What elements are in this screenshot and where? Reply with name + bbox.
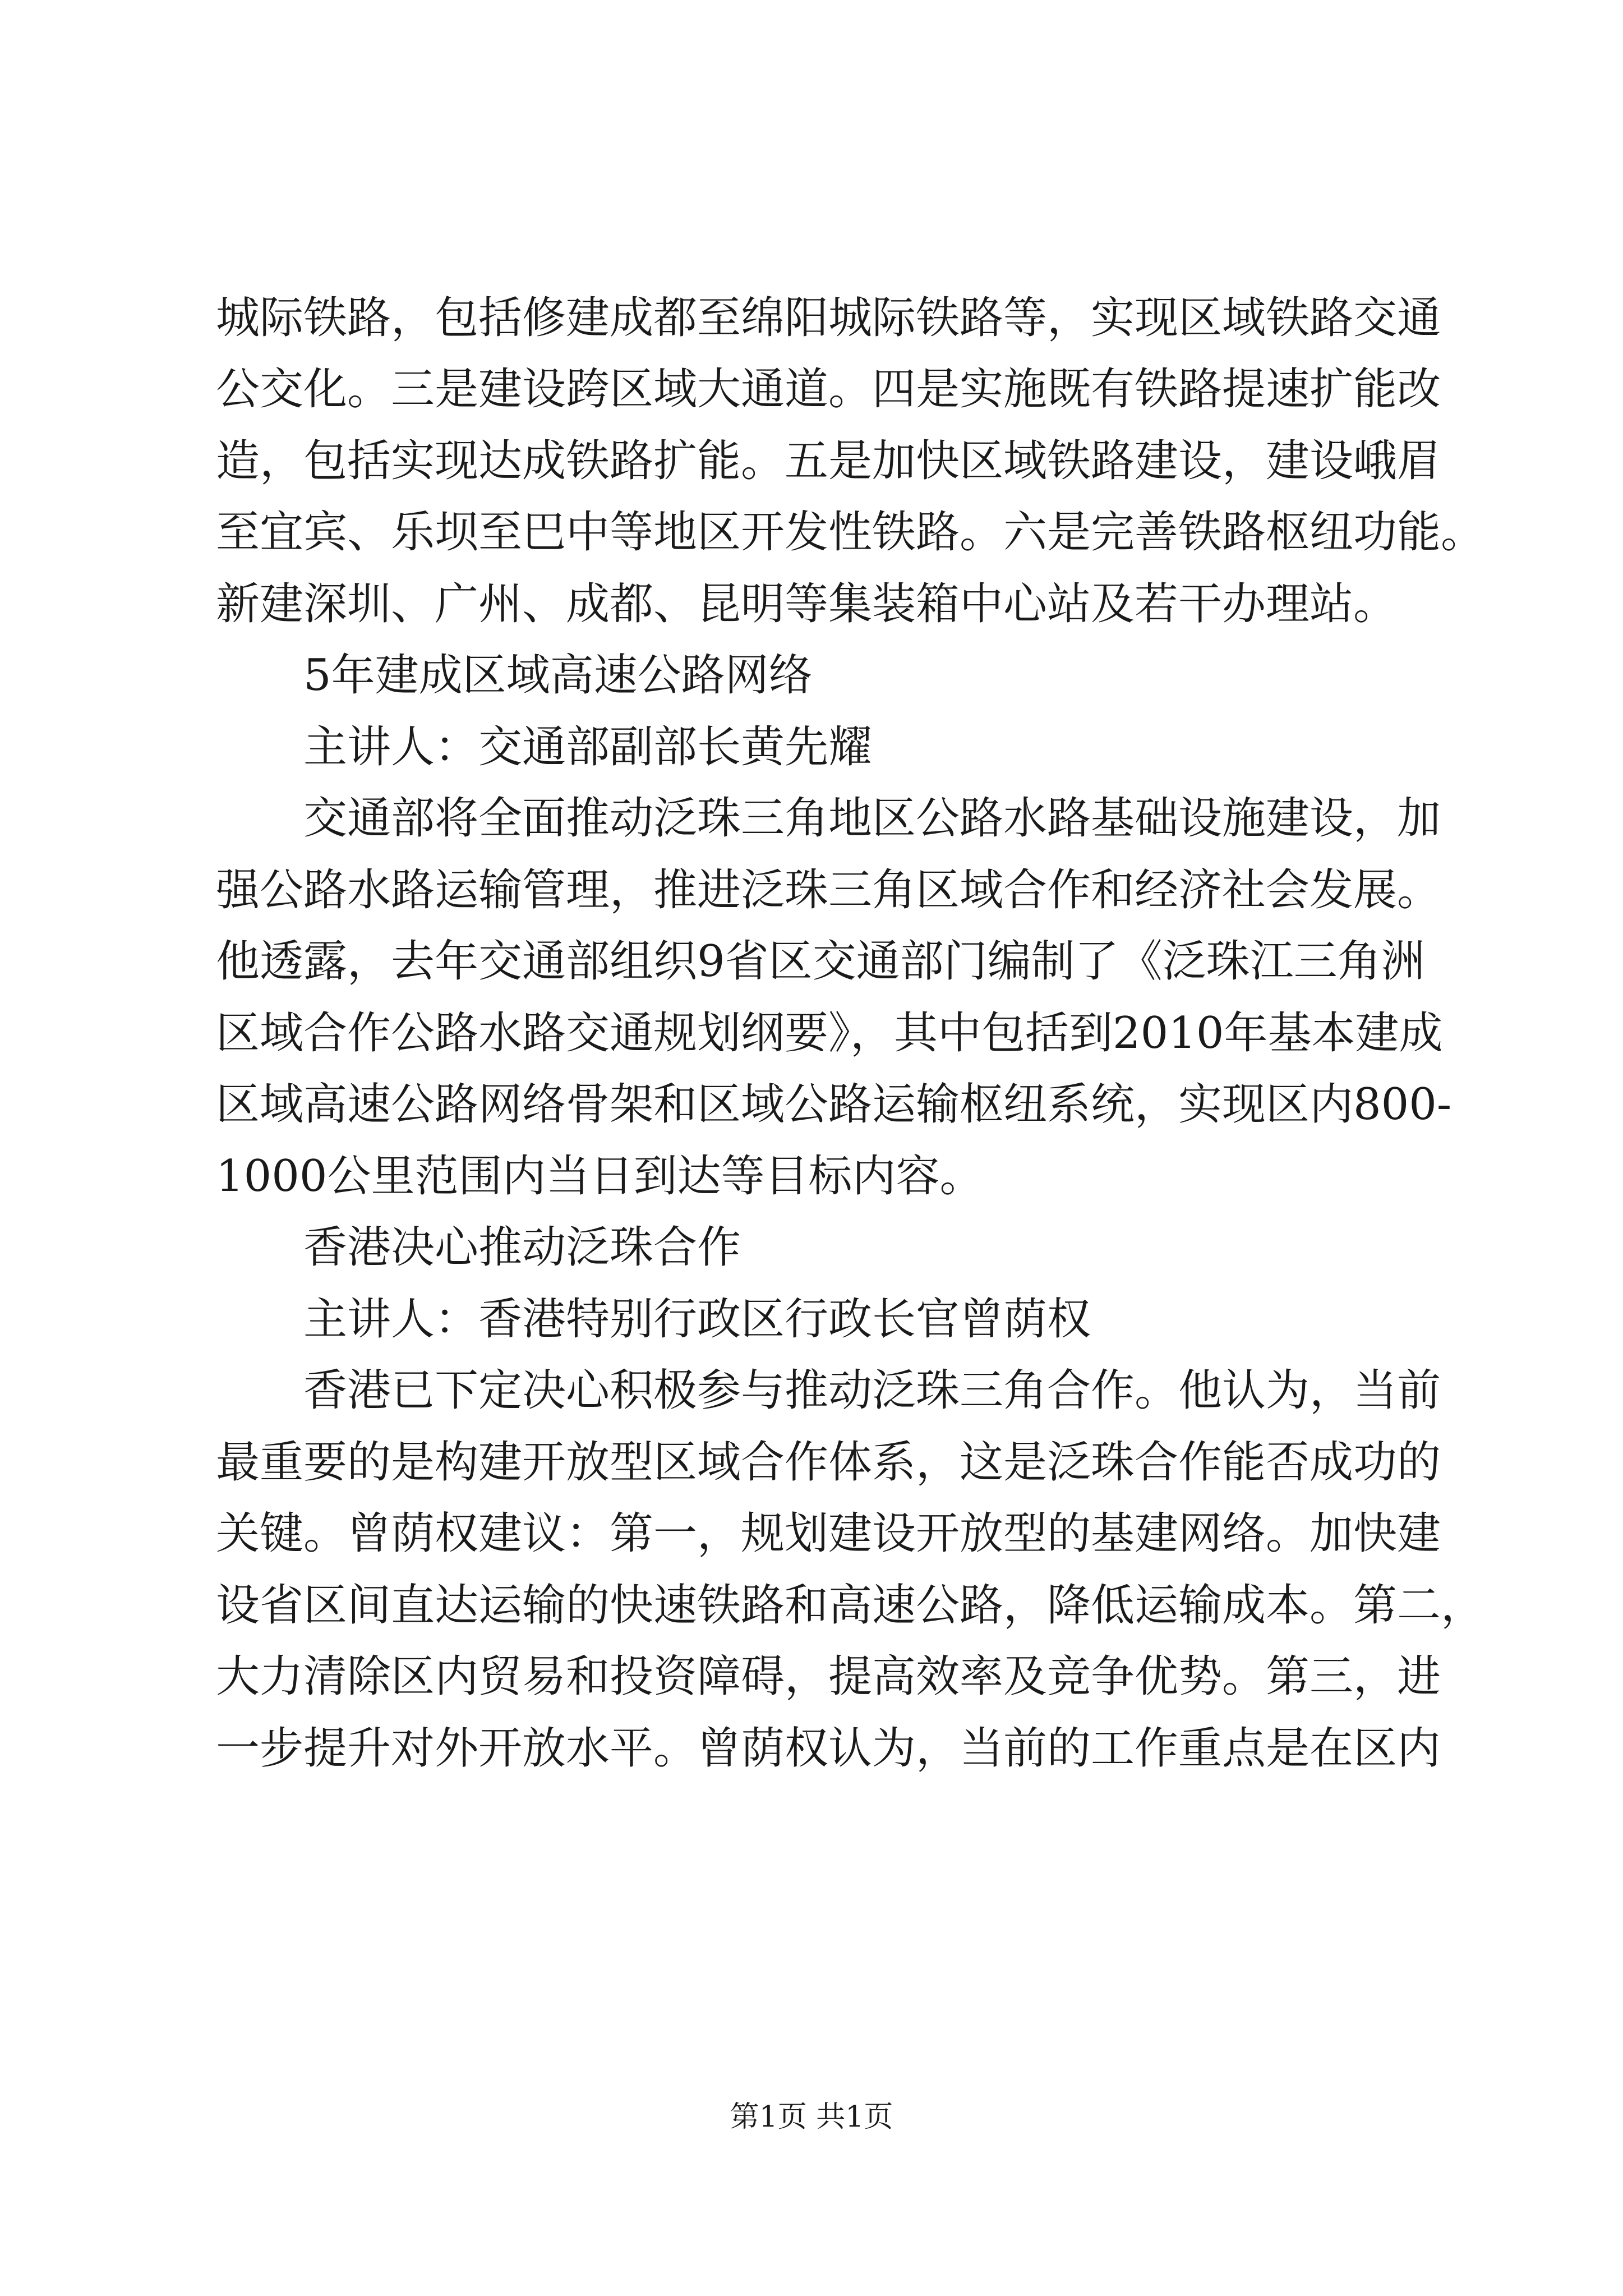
body-line: 大力清除区内贸易和投资障碍，提高效率及竞争优势。第三，进 [216,1651,1441,1702]
body-line: 设省区间直达运输的快速铁路和高速公路，降低运输成本。第二， [216,1580,1485,1631]
body-line: 交通部将全面推动泛珠三角地区公路水路基础设施建设，加 [303,793,1441,844]
body-line: 强公路水路运输管理，推进泛珠三角区域合作和经济社会发展。 [216,865,1441,915]
body-line: 区域合作公路水路交通规划纲要》，其中包括到2010年基本建成 [216,1008,1443,1059]
body-line: 他透露，去年交通部组织9省区交通部门编制了《泛珠江三角洲 [216,936,1425,987]
speaker-line: 主讲人：香港特别行政区行政长官曾荫权 [303,1294,1091,1345]
body-line: 香港已下定决心积极参与推动泛珠三角合作。他认为，当前 [303,1365,1441,1416]
body-line: 城际铁路，包括修建成都至绵阳城际铁路等，实现区域铁路交通 [216,293,1441,343]
body-line: 最重要的是构建开放型区域合作体系，这是泛珠合作能否成功的 [216,1437,1441,1488]
body-line: 造，包括实现达成铁路扩能。五是加快区域铁路建设，建设峨眉 [216,436,1441,486]
body-line: 至宜宾、乐坝至巴中等地区开发性铁路。六是完善铁路枢纽功能。 [216,507,1485,558]
body-line: 公交化。三是建设跨区域大通道。四是实施既有铁路提速扩能改 [216,364,1441,415]
speaker-line: 主讲人：交通部副部长黄先耀 [303,722,873,772]
body-line: 1000公里范围内当日到达等目标内容。 [216,1151,984,1202]
section-heading: 5年建成区域高速公路网络 [303,650,813,701]
body-line: 一步提升对外开放水平。曾荫权认为，当前的工作重点是在区内 [216,1723,1441,1774]
body-line: 新建深圳、广州、成都、昆明等集装箱中心站及若干办理站。 [216,579,1398,629]
page-footer: 第1页 共1页 [730,2100,893,2134]
body-line: 区域高速公路网络骨架和区域公路运输枢纽系统，实现区内800- [216,1079,1452,1130]
section-heading: 香港决心推动泛珠合作 [303,1222,741,1273]
body-line: 关键。曾荫权建议：第一，规划建设开放型的基建网络。加快建 [216,1508,1441,1559]
